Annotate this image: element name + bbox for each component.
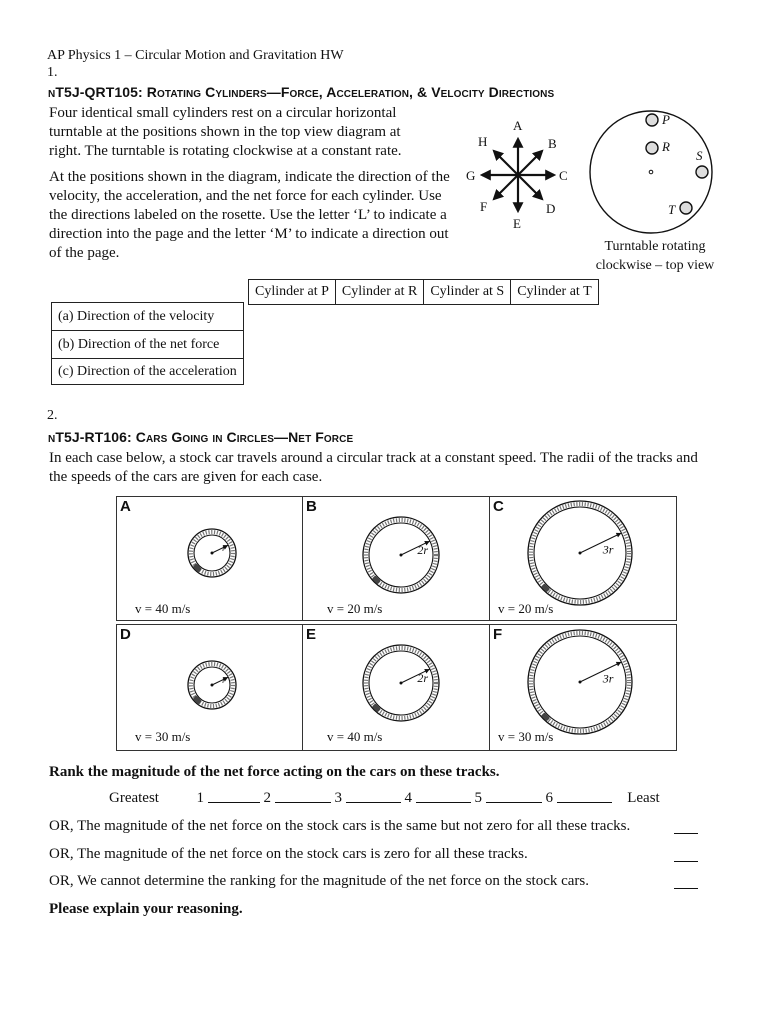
panel-label: F (493, 626, 503, 643)
cylinder-p-label: P (662, 112, 670, 127)
column-header-cylinder-t: Cylinder at T (511, 280, 598, 305)
cylinder-r (646, 142, 658, 154)
panel-label: C (493, 498, 504, 515)
panel-speed: v = 40 m/s (135, 601, 191, 616)
rosette-label-c: C (559, 168, 568, 183)
cylinder-s (696, 166, 708, 178)
ranking-row (109, 790, 669, 807)
column-header-cylinder-p: Cylinder at P (249, 280, 336, 305)
rosette-arrow-b (518, 151, 542, 175)
radius-arrow (580, 662, 621, 682)
radius-arrow (580, 533, 621, 553)
panel-label: A (120, 498, 131, 515)
rosette-arrow-h (494, 151, 518, 175)
turntable-diagram (588, 108, 718, 236)
radius-label: 2r (417, 671, 429, 686)
rank-2-number: 2 (263, 790, 271, 806)
rank-4-blank[interactable] (416, 802, 471, 803)
rank-2-blank[interactable] (275, 802, 331, 803)
or-option-cannot-determine: OR, We cannot determine the ranking for the magnitude of the net force on the stock cars. (49, 873, 589, 889)
question-2-title: nT5J-RT106: Cars Going in Circles—Net Force (48, 429, 354, 445)
rosette-arrow-d (518, 175, 542, 199)
turntable-caption-line-2: clockwise – top view (595, 258, 715, 273)
rank-prompt: Rank the magnitude of the net force acting on the cars on these tracks. (49, 764, 500, 780)
question-1-paragraph-2: At the positions shown in the diagram, indicate the direction of the velocity, the acceleration, and the net force for each cylinder. Use the directions labeled on the rosette. Use the letter ‘L’ to indicate a direction into the page and the letter ‘M’ to indicate a direction out of the page. (49, 169, 450, 261)
rosette-label-a: A (513, 118, 523, 133)
panel-label: B (306, 498, 317, 515)
rank-5-number: 5 (474, 790, 482, 806)
column-header-cylinder-r: Cylinder at R (335, 280, 423, 305)
track-panel-e (302, 624, 491, 751)
track-panel-c (489, 496, 677, 621)
rosette-label-e: E (513, 216, 521, 231)
track-panel-f (489, 624, 677, 751)
question-2-intro: In each case below, a stock car travels around a circular track at a constant speed. The radii of the tracks and the speeds of the cars are given for each case. (49, 450, 698, 485)
panel-speed: v = 30 m/s (135, 729, 191, 744)
radius-label: r (222, 542, 226, 553)
or-option-same-nonzero: OR, The magnitude of the net force on the stock cars is the same but not zero for all these tracks. (49, 818, 631, 834)
row-acceleration: (c) Direction of the acceleration (52, 359, 244, 385)
rosette-label-h: H (478, 134, 488, 149)
turntable-circle (590, 111, 712, 233)
direction-rosette (462, 115, 582, 235)
rank-6-number: 6 (545, 790, 553, 806)
panel-speed: v = 30 m/s (498, 729, 554, 744)
cylinder-p (646, 114, 658, 126)
rank-4-number: 4 (404, 790, 412, 806)
or-option-zero-blank[interactable] (674, 861, 698, 862)
least-label: Least (627, 790, 660, 806)
panel-speed: v = 20 m/s (498, 601, 554, 616)
cylinder-column-headers (248, 279, 599, 305)
row-velocity: (a) Direction of the velocity (52, 303, 244, 331)
or-option-same-nonzero-blank[interactable] (674, 833, 698, 834)
direction-rows (51, 302, 244, 385)
panel-label: D (120, 626, 131, 643)
rank-6-blank[interactable] (557, 802, 612, 803)
turntable-caption (585, 237, 725, 275)
greatest-label: Greatest (109, 790, 159, 806)
stock-car (541, 712, 550, 721)
explain-prompt: Please explain your reasoning. (49, 901, 243, 917)
radius-label: 3r (602, 542, 614, 557)
stock-car (372, 703, 381, 712)
track-panel-b (302, 496, 491, 621)
question-2-number: 2. (47, 408, 58, 423)
rosette-label-d: D (546, 201, 556, 216)
rosette-label-b: B (548, 136, 557, 151)
turntable-caption-line-1: Turntable rotating (604, 239, 706, 254)
panel-speed: v = 40 m/s (327, 729, 383, 744)
cylinder-r-label: R (662, 139, 670, 154)
turntable-center (649, 170, 653, 174)
radius-label: r (222, 674, 226, 685)
cylinder-t (680, 202, 692, 214)
column-header-cylinder-s: Cylinder at S (424, 280, 511, 305)
or-option-zero: OR, The magnitude of the net force on the stock cars is zero for all these tracks. (49, 846, 528, 862)
rosette-arrow-f (494, 175, 518, 199)
rank-5-blank[interactable] (486, 802, 542, 803)
rank-3-blank[interactable] (346, 802, 401, 803)
rosette-label-g: G (466, 168, 476, 183)
cylinder-s-label: S (696, 148, 703, 163)
row-net-force: (b) Direction of the net force (52, 331, 244, 359)
stock-car (541, 583, 550, 592)
question-1-title: nT5J-QRT105: Rotating Cylinders—Force, Acceleration, & Velocity Directions (48, 84, 555, 100)
rosette-label-f: F (480, 199, 488, 214)
rank-1-blank[interactable] (208, 802, 260, 803)
question-1-paragraph-1: Four identical small cylinders rest on a circular horizontal turntable at the positions shown in the top view diagram at right. The turntable is rotating clockwise at a constant rate. (49, 105, 402, 159)
question-1-number: 1. (47, 65, 58, 80)
rank-3-number: 3 (334, 790, 342, 806)
stock-car (372, 575, 381, 584)
panel-label: E (306, 626, 317, 643)
cylinder-t-label: T (668, 202, 676, 217)
course-title: AP Physics 1 – Circular Motion and Gravitation HW (47, 48, 344, 63)
radius-label: 3r (602, 671, 614, 686)
radius-label: 2r (417, 543, 429, 558)
panel-speed: v = 20 m/s (327, 601, 383, 616)
track-panel-a (116, 496, 304, 621)
or-option-cannot-determine-blank[interactable] (674, 888, 698, 889)
rank-1-number: 1 (196, 790, 204, 806)
track-panel-d (116, 624, 304, 751)
